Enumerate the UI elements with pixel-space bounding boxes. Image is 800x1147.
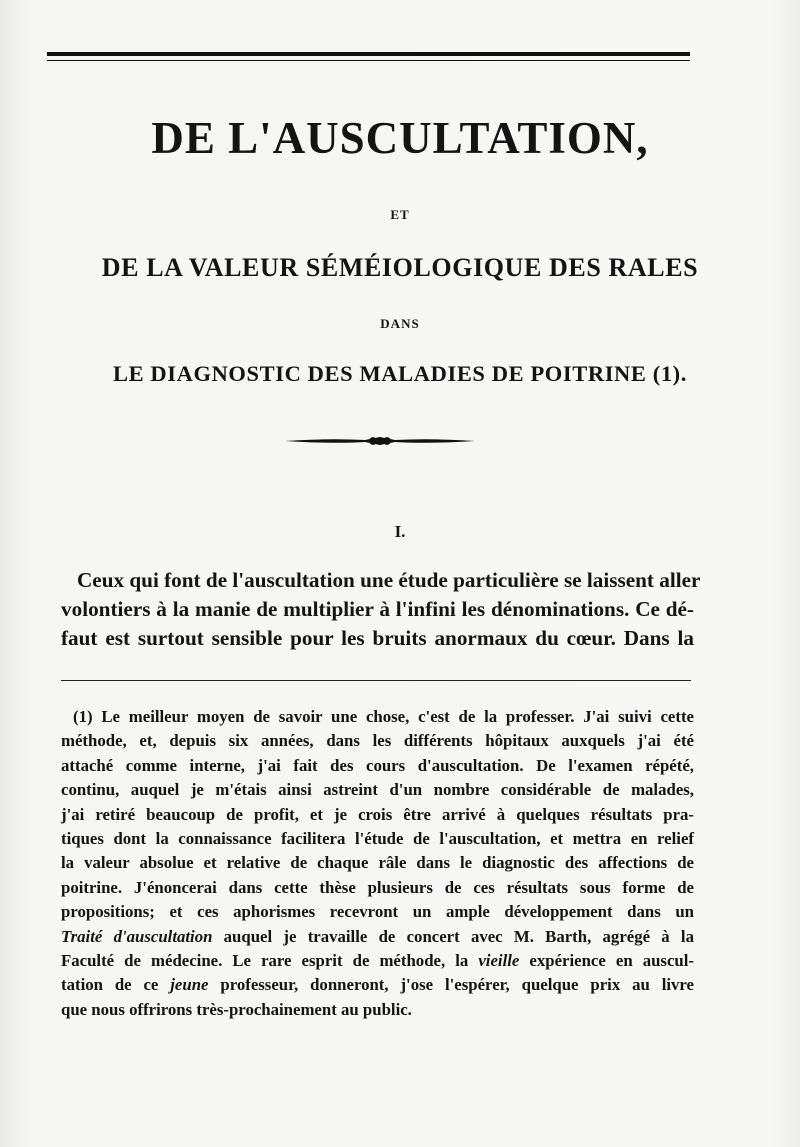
footnote-text: tation de ce: [61, 975, 171, 995]
ornamental-divider: [285, 434, 475, 448]
body-line: Ceux qui font de l'auscultation une étude particulière se laissent aller: [77, 568, 701, 592]
footnote-line: [61, 925, 694, 949]
footnote-line: poitrine. J'énoncerai dans cette thèse plusieurs de ces résultats sous forme de: [61, 877, 694, 897]
top-double-rule: [47, 52, 690, 61]
footnote-line: j'ai retiré beaucoup de profit, et je crois être arrivé à quelques résultats pra-: [61, 804, 694, 824]
footnote-separator: [61, 680, 691, 681]
body-line: faut est surtout sensible pour les bruits anormaux du cœur. Dans la: [61, 626, 694, 650]
footnote-line: que nous offrirons très-prochainement au public.: [61, 999, 412, 1019]
footnote-line: la valeur absolue et relative de chaque râle dans le diagnostic des affections de: [61, 853, 694, 873]
footnote-line: continu, auquel je m'étais ainsi astreint d'un nombre considérable de malades,: [61, 780, 694, 800]
footnote-text: auquel je travaille de concert avec M. Barth, agrégé à la: [212, 926, 694, 946]
footnote-text: Faculté de médecine. Le rare esprit de méthode, la: [61, 951, 469, 971]
footnote: [61, 705, 694, 1022]
subtitle-line-2: LE DIAGNOSTIC DES MALADIES DE POITRINE (1).: [112, 361, 688, 386]
section-number: I.: [394, 522, 406, 541]
page-title: DE L'AUSCULTATION,: [151, 113, 649, 163]
footnote-line: attaché comme interne, j'ai fait des cours d'auscultation. De l'examen répété,: [61, 755, 694, 775]
footnote-line: [61, 973, 694, 997]
footnote-line: propositions; et ces aphorismes recevront un ample développement dans un: [61, 902, 694, 922]
subtitle-line-1: DE LA VALEUR SÉMÉIOLOGIQUE DES RALES: [101, 253, 699, 282]
footnote-italic-title: Traité d'auscultation: [61, 926, 213, 946]
connector-dans: DANS: [380, 316, 420, 331]
footnote-line: tiques dont la connaissance facilitera l'étude de l'auscultation, et mettra en relief: [61, 829, 694, 849]
footnote-italic-word: vieille: [478, 951, 520, 971]
body-line: volontiers à la manie de multiplier à l'infini les dénominations. Ce dé-: [61, 597, 694, 621]
body-paragraph: [61, 566, 701, 653]
footnote-text: professeur, donneront, j'ose l'espérer, quelque prix au livre: [208, 975, 695, 995]
footnote-line: [61, 949, 694, 973]
footnote-italic-word: jeune: [170, 975, 209, 995]
footnote-text: expérience en auscul-: [519, 951, 694, 971]
footnote-line: méthode, et, depuis six années, dans les différents hôpitaux auxquels j'ai été: [61, 731, 694, 751]
connector-et: ET: [390, 207, 410, 222]
footnote-line: (1) Le meilleur moyen de savoir une chose, c'est de la professer. J'ai suivi cette: [73, 707, 694, 726]
